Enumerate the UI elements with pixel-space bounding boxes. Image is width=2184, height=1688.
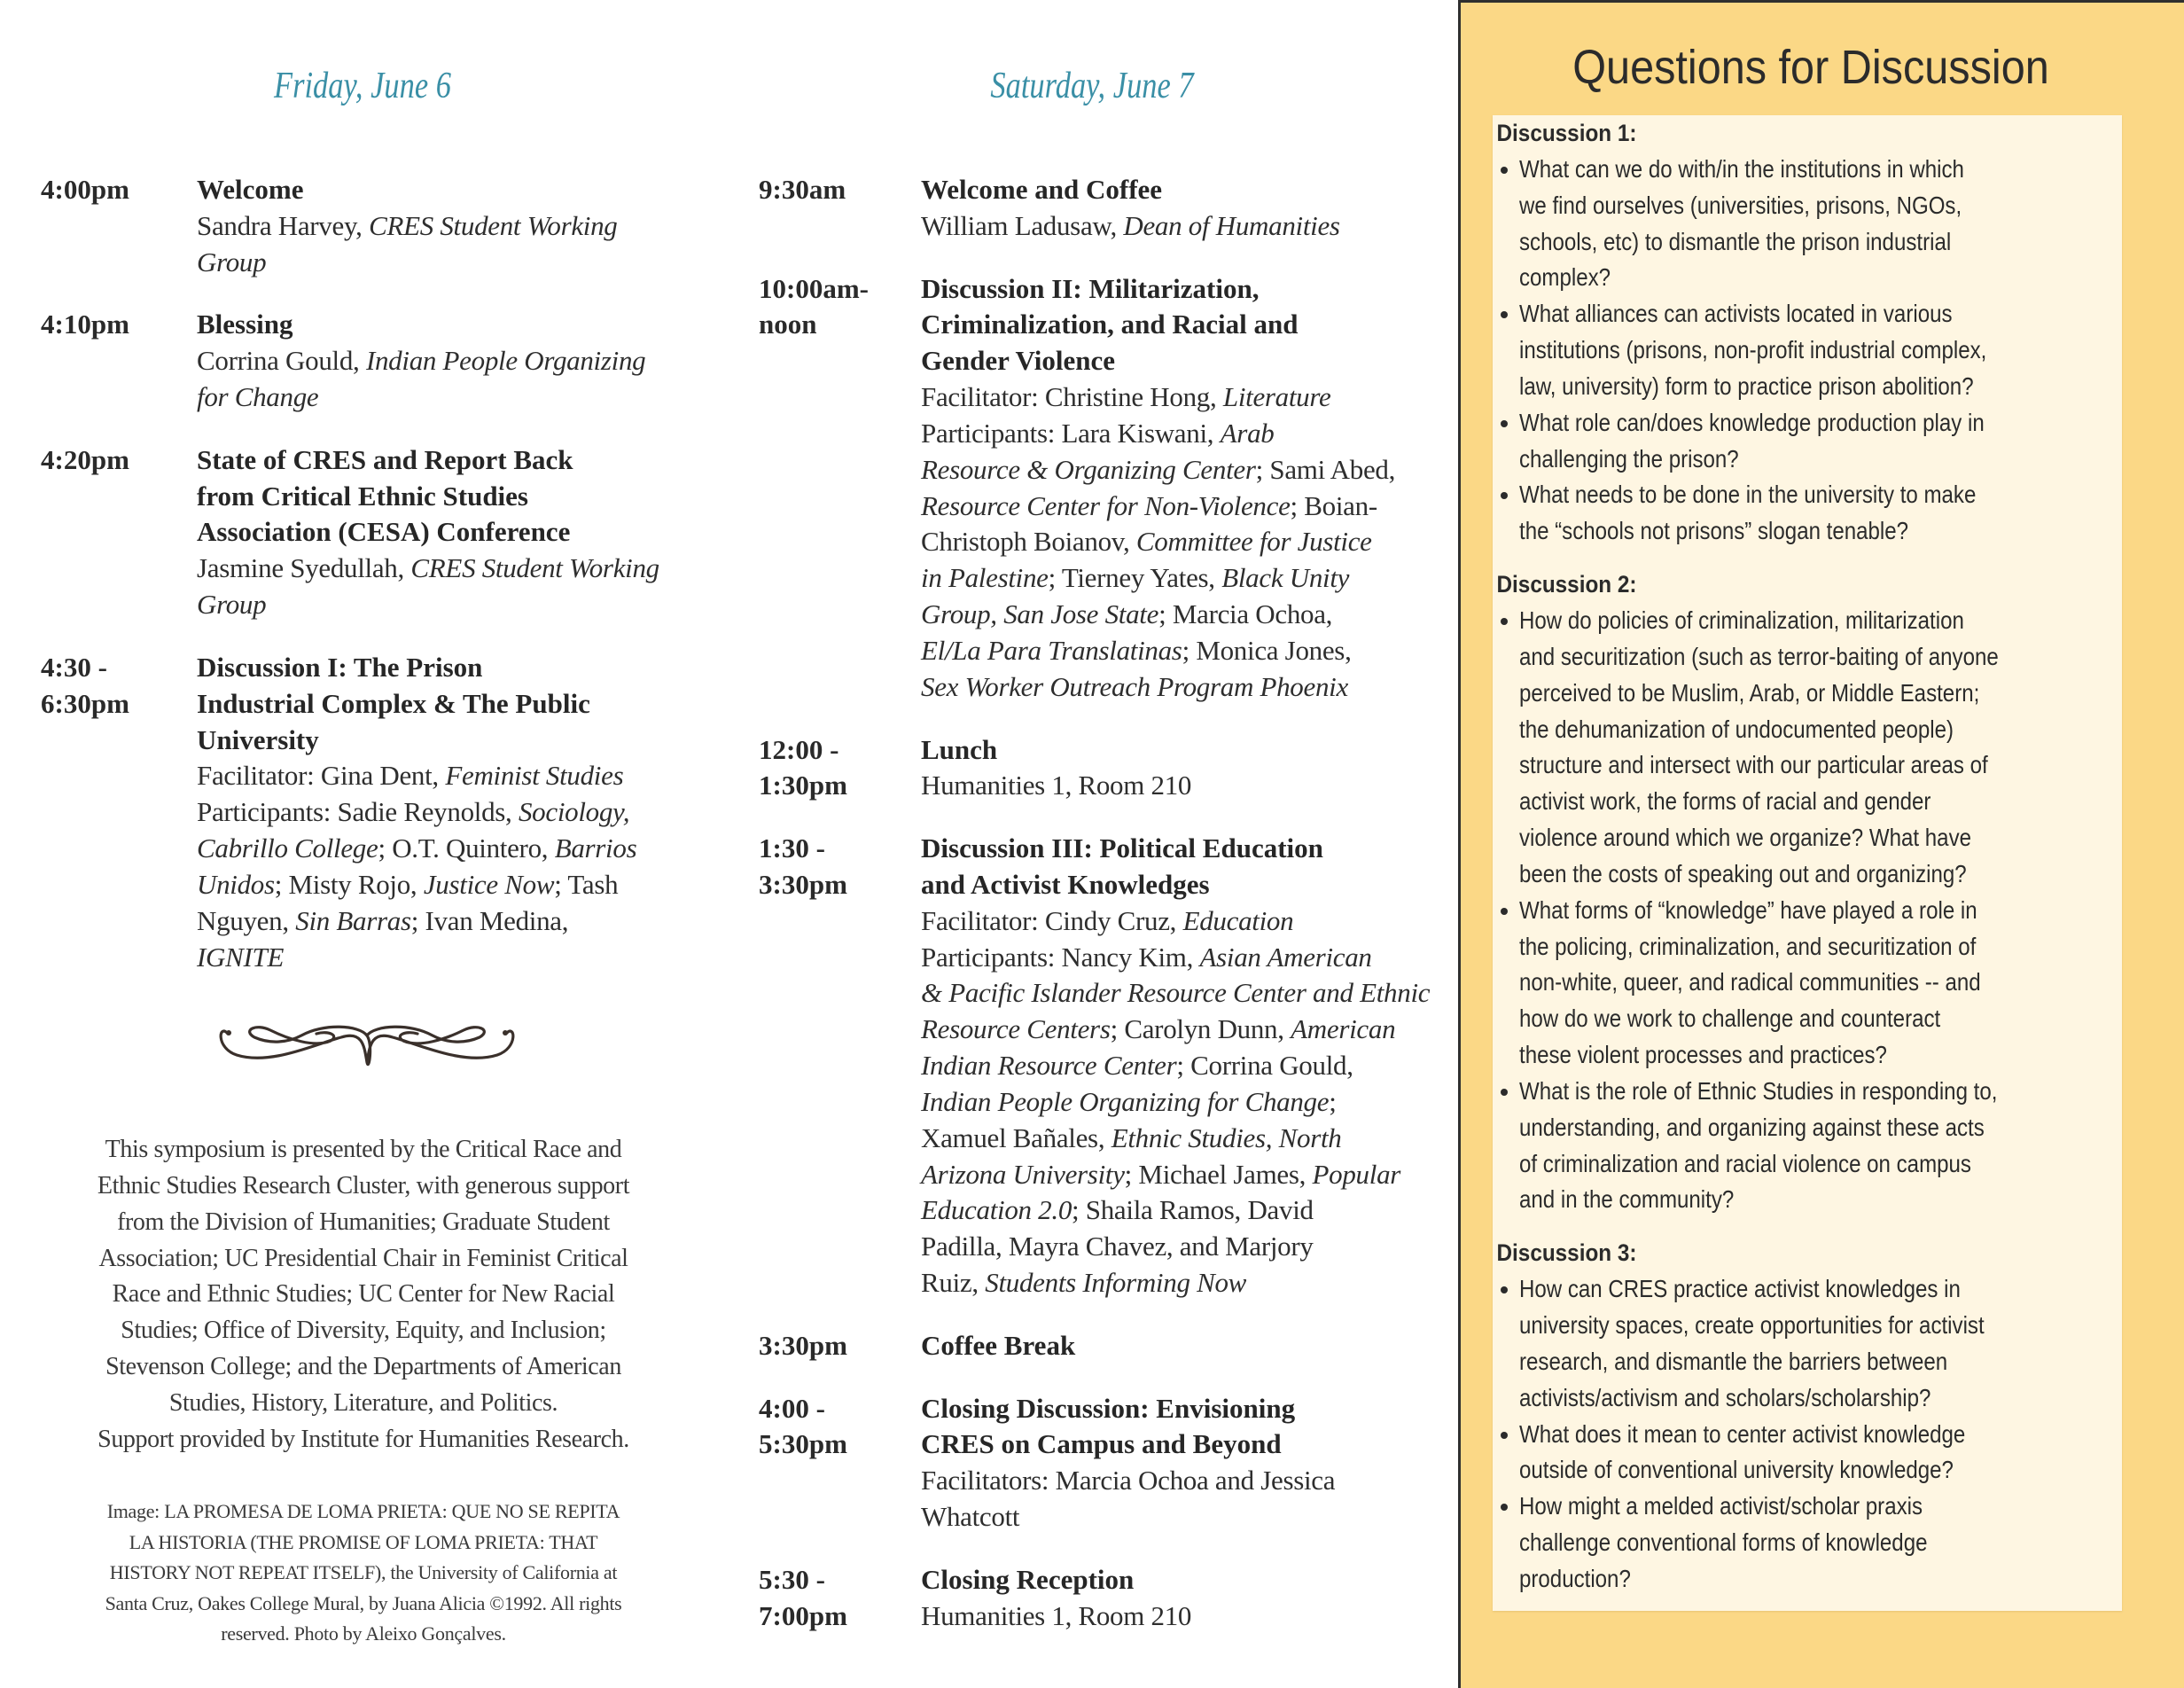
entry-title-line: Discussion III: Political Education xyxy=(921,832,1323,864)
person-text: Facilitator: Christine Hong, xyxy=(921,381,1223,413)
entry-time xyxy=(41,442,129,479)
person-text: ; Misty Rojo, xyxy=(274,868,424,900)
bullet-icon xyxy=(1501,492,1508,499)
affiliation-text: Feminist Studies xyxy=(445,760,624,792)
schedule-entry xyxy=(41,442,697,623)
question-line: What role can/does knowledge production play in xyxy=(1519,408,1985,436)
question-line: research, and dismantle the barriers between xyxy=(1519,1347,1948,1375)
person-text: ; Ivan Medina, xyxy=(410,904,569,936)
question-line: What alliances can activists located in various xyxy=(1519,300,1953,328)
entry-time xyxy=(41,650,129,723)
affiliation-text: Indian People Organizing for Change xyxy=(921,1085,1330,1117)
affiliation-text: Education 2.0 xyxy=(921,1194,1072,1226)
entry-title-line: State of CRES and Report Back xyxy=(197,443,573,475)
entry-detail-line xyxy=(197,867,697,903)
question-line: institutions (prisons, non-profit industrial complex, xyxy=(1519,336,1987,364)
affiliation-text: Indian People Organizing xyxy=(365,345,646,377)
question-line: How might a melded activist/scholar praxis xyxy=(1519,1492,1923,1520)
person-text: Participants: Nancy Kim, xyxy=(921,941,1200,973)
entry-detail-line xyxy=(197,379,697,416)
person-text: Humanities 1, Room 210 xyxy=(921,770,1192,801)
entry-time xyxy=(41,307,129,343)
affiliation-text: Arab xyxy=(1220,417,1275,449)
entry-time xyxy=(759,732,847,805)
flourish-divider-icon xyxy=(217,1018,517,1075)
question-line: activists/activism and scholars/scholarship? xyxy=(1519,1383,1931,1411)
entry-content xyxy=(921,271,1424,706)
question-line: What needs to be done in the university to make xyxy=(1519,481,1977,509)
entry-detail-line xyxy=(197,940,697,976)
time-line: 3:30pm xyxy=(759,868,847,900)
person-text: Christoph Boianov, xyxy=(921,526,1136,558)
affiliation-text: Sex Worker Outreach Program Phoenix xyxy=(921,670,1348,702)
time-line: 9:30am xyxy=(759,174,846,205)
question-line: production? xyxy=(1519,1564,1631,1592)
affiliation-text: in Palestine xyxy=(921,562,1049,594)
entry-detail-line xyxy=(921,940,1424,976)
affiliation-text: Sociology, xyxy=(518,796,630,828)
affiliation-text: CRES Student Working xyxy=(410,552,659,584)
question-line: and in the community? xyxy=(1519,1185,1735,1214)
entry-detail-line xyxy=(921,452,1424,488)
discussion-label: Discussion 2: xyxy=(1496,571,1637,598)
entry-title-line: Industrial Complex & The Public xyxy=(197,687,590,719)
person-text: Ruiz, xyxy=(921,1267,986,1299)
question-line: challenge conventional forms of knowledge xyxy=(1519,1528,1928,1557)
entry-title-line: Welcome xyxy=(197,174,304,205)
sponsor-statement xyxy=(35,1132,691,1458)
question-line: activist work, the forms of racial and gender xyxy=(1519,787,1931,816)
time-line: 7:00pm xyxy=(759,1599,847,1631)
entry-time xyxy=(759,1391,847,1464)
schedule-entry xyxy=(759,831,1431,1301)
entry-content xyxy=(921,1562,1424,1635)
text-line: Association; UC Presidential Chair in Feminist Critical xyxy=(98,1244,628,1272)
entry-content xyxy=(921,172,1424,245)
person-text: Facilitators: Marcia Ochoa and Jessica xyxy=(921,1465,1336,1497)
question-line: the policing, criminalization, and securitization of xyxy=(1519,932,1977,960)
entry-title-line: Association (CESA) Conference xyxy=(197,516,571,548)
schedule-entry xyxy=(41,172,697,281)
entry-detail-line xyxy=(921,1084,1424,1121)
entry-title-line: Criminalization, and Racial and xyxy=(921,309,1299,340)
person-text: ; Monica Jones, xyxy=(1182,634,1352,666)
schedule-entry xyxy=(759,172,1424,245)
entry-detail-line xyxy=(921,1499,1424,1536)
affiliation-text: for Change xyxy=(197,381,319,413)
entry-content xyxy=(921,1328,1424,1364)
schedule-entry xyxy=(759,271,1424,706)
affiliation-text: Resource Centers xyxy=(921,1013,1111,1045)
text-line: Ethnic Studies Research Cluster, with generous support xyxy=(97,1171,630,1200)
entry-title-line: Welcome and Coffee xyxy=(921,174,1163,205)
bullet-icon xyxy=(1501,1089,1508,1096)
entry-title-line: Blessing xyxy=(197,309,293,340)
question-line: How do policies of criminalization, militarization xyxy=(1519,606,1964,634)
entry-time xyxy=(759,172,846,208)
discussion-section xyxy=(1493,115,2122,550)
question-line: What forms of “knowledge” have played a role in xyxy=(1519,895,1977,924)
text-line: Stevenson College; and the Departments of American xyxy=(105,1353,621,1381)
person-text: Nguyen, xyxy=(197,904,296,936)
entry-title-line: Discussion II: Militarization, xyxy=(921,272,1260,304)
affiliation-text: Literature xyxy=(1222,381,1331,413)
person-text: Whatcott xyxy=(921,1501,1020,1533)
affiliation-text: Popular xyxy=(1312,1158,1401,1190)
discussion-section xyxy=(1493,567,2122,1218)
person-text: ; Boian- xyxy=(1290,489,1377,521)
affiliation-text: Justice Now xyxy=(423,868,555,900)
questions-panel xyxy=(1458,0,2184,1688)
text-line: reserved. Photo by Aleixo Gonçalves. xyxy=(221,1622,506,1645)
entry-detail-line xyxy=(921,633,1424,669)
person-text: ; Tierney Yates, xyxy=(1048,562,1222,594)
questions-panel-title: Questions for Discussion xyxy=(1572,41,2049,94)
question-line: university spaces, create opportunities for activist xyxy=(1519,1311,1985,1339)
affiliation-text: Barrios xyxy=(554,832,637,864)
entry-detail-line xyxy=(921,208,1424,245)
text-line: from the Division of Humanities; Graduate Student xyxy=(117,1207,610,1236)
person-text: Facilitator: Cindy Cruz, xyxy=(921,904,1183,936)
affiliation-text: & Pacific Islander Resource Center and Ethnic xyxy=(921,977,1431,1009)
question-item xyxy=(1493,477,2122,550)
question-line: How can CRES practice activist knowledges in xyxy=(1519,1275,1961,1303)
entry-title-line: Closing Reception xyxy=(921,1563,1135,1595)
time-line: 5:30pm xyxy=(759,1428,847,1460)
entry-detail-line xyxy=(197,343,697,379)
entry-detail-line xyxy=(921,1265,1424,1301)
bullet-icon xyxy=(1501,167,1508,174)
person-text: ; Tash xyxy=(554,868,619,900)
schedule-entry xyxy=(759,1391,1424,1536)
time-line: 5:30 - xyxy=(759,1563,825,1595)
entry-content xyxy=(197,650,697,976)
affiliation-text: CRES Student Working xyxy=(369,209,618,241)
entry-title-line: and Activist Knowledges xyxy=(921,868,1210,900)
bullet-icon xyxy=(1501,1504,1508,1511)
entry-title-line: CRES on Campus and Beyond xyxy=(921,1428,1282,1460)
text-line: Santa Cruz, Oakes College Mural, by Juana Alicia ©1992. All rights xyxy=(105,1591,622,1614)
question-line: violence around which we organize? What have xyxy=(1519,824,1972,852)
affiliation-text: Indian Resource Center xyxy=(921,1050,1177,1082)
question-line: perceived to be Muslim, Arab, or Middle Eastern; xyxy=(1519,678,1980,707)
question-line: schools, etc) to dismantle the prison industrial xyxy=(1519,227,1952,255)
text-line: This symposium is presented by the Critical Race and xyxy=(105,1136,622,1163)
question-line: challenging the prison? xyxy=(1519,444,1739,473)
questions-box xyxy=(1493,115,2122,1611)
question-line: and securitization (such as terror-baiting of anyone xyxy=(1519,642,1999,670)
person-text: ; O.T. Quintero, xyxy=(378,832,555,864)
question-item xyxy=(1493,893,2122,1074)
affiliation-text: El/La Para Translatinas xyxy=(921,634,1182,666)
entry-detail-line xyxy=(921,1598,1424,1635)
entry-content xyxy=(921,1391,1424,1536)
text-line: HISTORY NOT REPEAT ITSELF), the University of California at xyxy=(109,1561,618,1584)
entry-detail-line xyxy=(921,379,1424,416)
question-item xyxy=(1493,1489,2122,1598)
person-text: Facilitator: Gina Dent, xyxy=(197,760,446,792)
entry-detail-line xyxy=(921,669,1424,706)
question-line: how do we work to challenge and counteract xyxy=(1519,1004,1941,1033)
bullet-icon xyxy=(1501,618,1508,625)
entry-detail-line xyxy=(197,551,697,587)
text-line: Studies, History, Literature, and Politics. xyxy=(168,1388,558,1417)
affiliation-text: Resource Center for Non-Violence xyxy=(921,489,1291,521)
person-text: ; Michael James, xyxy=(1124,1158,1313,1190)
entry-time xyxy=(759,1562,847,1635)
question-item xyxy=(1493,405,2122,478)
affiliation-text: Unidos xyxy=(197,868,275,900)
time-line: 4:30 - xyxy=(41,651,107,683)
person-text: Participants: Lara Kiswani, xyxy=(921,417,1221,449)
schedule-entry xyxy=(759,1328,1424,1364)
entry-detail-line xyxy=(921,903,1424,940)
entry-detail-line xyxy=(197,208,697,245)
person-text: Xamuel Bañales, xyxy=(921,1121,1112,1153)
affiliation-text: Ethnic Studies, North xyxy=(1111,1121,1342,1153)
person-text: ; xyxy=(1329,1085,1337,1117)
question-line: of criminalization and racial violence on campus xyxy=(1519,1149,1971,1177)
time-line: 4:00pm xyxy=(41,174,129,205)
question-line: the dehumanization of undocumented people) xyxy=(1519,715,1954,743)
text-line: LA HISTORIA (THE PROMISE OF LOMA PRIETA: THAT xyxy=(129,1530,598,1553)
affiliation-text: Committee for Justice xyxy=(1135,526,1372,558)
person-text: William Ladusaw, xyxy=(921,209,1124,241)
time-line: 1:30pm xyxy=(759,770,847,801)
person-text: ; Sami Abed, xyxy=(1255,453,1396,485)
entry-time xyxy=(759,271,869,344)
question-line: What can we do with/in the institutions in which xyxy=(1519,154,1964,183)
schedule-entry xyxy=(41,307,697,416)
question-item xyxy=(1493,152,2122,296)
entry-detail-line xyxy=(921,1157,1424,1193)
entry-detail-line xyxy=(921,560,1424,597)
entry-detail-line xyxy=(197,758,697,794)
question-line: law, university) form to practice prison abolition? xyxy=(1519,371,1974,400)
discussion-label: Discussion 1: xyxy=(1496,120,1637,146)
entry-time xyxy=(759,1328,847,1364)
affiliation-text: Group xyxy=(197,589,267,621)
time-line: 4:10pm xyxy=(41,309,129,340)
affiliation-text: IGNITE xyxy=(197,941,285,973)
text-line: Studies; Office of Diversity, Equity, and Inclusion; xyxy=(121,1317,606,1345)
question-item xyxy=(1493,296,2122,405)
time-line: 4:20pm xyxy=(41,443,129,475)
entry-content xyxy=(921,831,1431,1301)
entry-title-line: Lunch xyxy=(921,733,998,765)
entry-detail-line xyxy=(197,903,697,940)
time-line: 1:30 - xyxy=(759,832,825,864)
question-line: non-white, queer, and radical communities -- and xyxy=(1519,968,1981,996)
person-text: ; Carolyn Dunn, xyxy=(1110,1013,1291,1045)
person-text: Padilla, Mayra Chavez, and Marjory xyxy=(921,1231,1314,1262)
affiliation-text: Resource & Organizing Center xyxy=(921,453,1256,485)
bullet-icon xyxy=(1501,311,1508,318)
entry-detail-line xyxy=(921,1048,1424,1084)
entry-time xyxy=(759,831,847,903)
question-line: structure and intersect with our particular areas of xyxy=(1519,751,1988,779)
entry-detail-line xyxy=(921,768,1424,804)
entry-time xyxy=(41,172,129,208)
friday-schedule xyxy=(41,172,697,1002)
question-item xyxy=(1493,603,2122,893)
entry-title-line: Gender Violence xyxy=(921,345,1115,377)
friday-day-header: Friday, June 6 xyxy=(274,66,451,106)
question-line: outside of conventional university knowledge? xyxy=(1519,1456,1954,1484)
person-text: Humanities 1, Room 210 xyxy=(921,1599,1192,1631)
schedule-entry xyxy=(759,1562,1424,1635)
time-line: 6:30pm xyxy=(41,687,129,719)
bullet-icon xyxy=(1501,420,1508,427)
bullet-icon xyxy=(1501,908,1508,915)
affiliation-text: Cabrillo College xyxy=(197,832,378,864)
person-text: Participants: Sadie Reynolds, xyxy=(197,796,519,828)
entry-detail-line xyxy=(921,1192,1424,1229)
question-line: we find ourselves (universities, prisons, NGOs, xyxy=(1519,191,1962,219)
question-line: the “schools not prisons” slogan tenable? xyxy=(1519,517,1909,545)
text-line: Image: LA PROMESA DE LOMA PRIETA: QUE NO SE REPITA xyxy=(106,1500,620,1522)
person-text: ; Shaila Ramos, David xyxy=(1072,1194,1314,1226)
entry-detail-line xyxy=(197,587,697,623)
affiliation-text: Black Unity xyxy=(1221,562,1350,594)
question-line: these violent processes and practices? xyxy=(1519,1041,1887,1069)
entry-detail-line xyxy=(921,975,1431,1012)
entry-content xyxy=(197,172,697,281)
text-line: Support provided by Institute for Humanities Research. xyxy=(98,1425,629,1453)
entry-detail-line xyxy=(921,1121,1424,1157)
entry-title-line: Closing Discussion: Envisioning xyxy=(921,1392,1296,1424)
entry-detail-line xyxy=(197,831,697,867)
affiliation-text: Asian American xyxy=(1199,941,1372,973)
entry-title-line: University xyxy=(197,723,319,755)
entry-content xyxy=(197,307,697,416)
affiliation-text: Dean of Humanities xyxy=(1123,209,1340,241)
affiliation-text: Sin Barras xyxy=(295,904,411,936)
question-line: understanding, and organizing against these acts xyxy=(1519,1113,1985,1141)
affiliation-text: Students Informing Now xyxy=(985,1267,1247,1299)
entry-title-line: from Critical Ethnic Studies xyxy=(197,480,528,512)
entry-title-line: Coffee Break xyxy=(921,1329,1076,1361)
person-text: Jasmine Syedullah, xyxy=(197,552,411,584)
schedule-entry xyxy=(41,650,697,976)
time-line: noon xyxy=(759,309,817,340)
affiliation-text: Arizona University xyxy=(921,1158,1125,1190)
saturday-schedule xyxy=(759,172,1431,1661)
person-text: Sandra Harvey, xyxy=(197,209,370,241)
entry-detail-line xyxy=(921,524,1424,560)
entry-detail-line xyxy=(921,1229,1424,1265)
affiliation-text: American xyxy=(1291,1013,1396,1045)
person-text: Corrina Gould, xyxy=(197,345,366,377)
entry-content xyxy=(921,732,1424,805)
saturday-day-header: Saturday, June 7 xyxy=(990,66,1194,106)
affiliation-text: Education xyxy=(1182,904,1294,936)
time-line: 3:30pm xyxy=(759,1329,847,1361)
question-item xyxy=(1493,1417,2122,1489)
entry-detail-line xyxy=(921,597,1424,633)
affiliation-text: Group, San Jose State xyxy=(921,598,1159,630)
question-line: complex? xyxy=(1519,263,1611,292)
affiliation-text: Group xyxy=(197,246,267,277)
entry-detail-line xyxy=(197,794,697,831)
entry-detail-line xyxy=(921,416,1424,452)
entry-detail-line xyxy=(921,1012,1424,1048)
person-text: ; Marcia Ochoa, xyxy=(1158,598,1333,630)
question-item xyxy=(1493,1074,2122,1218)
text-line: Race and Ethnic Studies; UC Center for New Racial xyxy=(112,1280,615,1309)
person-text: ; Corrina Gould, xyxy=(1176,1050,1353,1082)
entry-content xyxy=(197,442,697,623)
question-line: What is the role of Ethnic Studies in responding to, xyxy=(1519,1076,1998,1105)
time-line: 12:00 - xyxy=(759,733,839,765)
entry-detail-line xyxy=(921,1463,1424,1499)
discussion-label: Discussion 3: xyxy=(1496,1239,1637,1267)
entry-detail-line xyxy=(921,488,1424,525)
time-line: 10:00am- xyxy=(759,272,869,304)
schedule-entry xyxy=(759,732,1424,805)
image-credit-caption xyxy=(35,1497,691,1650)
question-line: been the costs of speaking out and organizing? xyxy=(1519,859,1967,887)
bullet-icon xyxy=(1501,1286,1508,1293)
discussion-section xyxy=(1493,1235,2122,1597)
bullet-icon xyxy=(1501,1432,1508,1439)
entry-title-line: Discussion I: The Prison xyxy=(197,651,483,683)
time-line: 4:00 - xyxy=(759,1392,825,1424)
question-line: What does it mean to center activist knowledge xyxy=(1519,1419,1966,1448)
entry-detail-line xyxy=(197,245,697,281)
question-item xyxy=(1493,1271,2122,1416)
